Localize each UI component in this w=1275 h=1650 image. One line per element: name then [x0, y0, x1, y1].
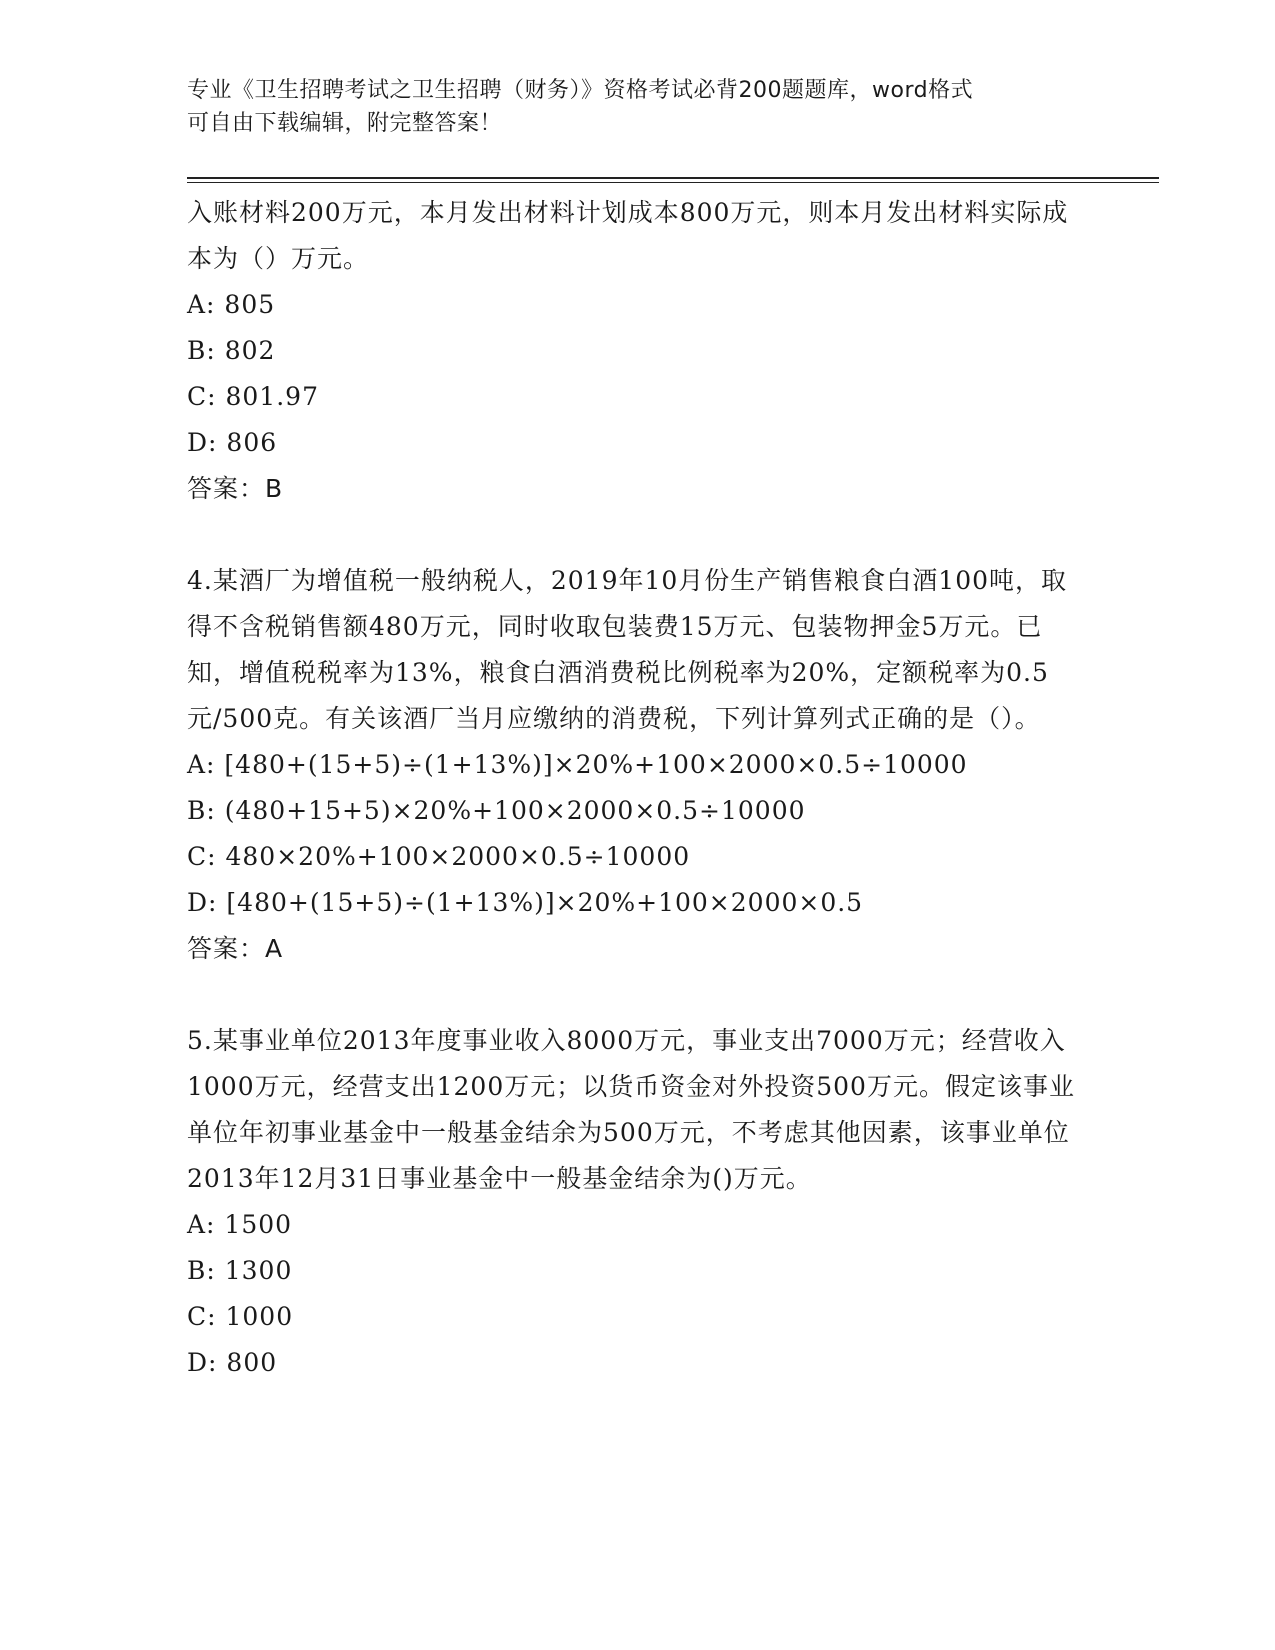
document-header [187, 74, 1087, 140]
question-5-option-d: D: 800 [187, 1348, 278, 1377]
question-3-option-d: D: 806 [187, 428, 278, 457]
question-5-option-b: B: 1300 [187, 1256, 293, 1285]
question-5-stem: 5.某事业单位2013年度事业收入8000万元，事业支出7000万元；经营收入1000万元，经营支出1200万元；以货币资金对外投资500万元。假定该事业单位年初事业基金中一般基金结余为500万元，不考虑其他因素，该事业单位2013年12月31日事业基金中一般基金结余为()万元。 [187, 1026, 1075, 1193]
header-divider-thick [187, 177, 1159, 179]
question-3-option-b: B: 802 [187, 336, 276, 365]
question-content [187, 190, 1087, 1386]
header-line-2: 可自由下载编辑，附完整答案！ [187, 111, 503, 136]
question-3-stem: 入账材料200万元，本月发出材料计划成本800万元，则本月发出材料实际成本为（）万元。 [187, 198, 1069, 273]
spacer [187, 512, 1087, 558]
question-5 [187, 1018, 1087, 1386]
question-4-option-d: D: [480+(15+5)÷(1+13%)]×20%+100×2000×0.5 [187, 888, 864, 917]
question-4-answer: 答案：A [187, 934, 284, 963]
question-3-option-c: C: 801.97 [187, 382, 319, 411]
question-4-option-b: B: (480+15+5)×20%+100×2000×0.5÷10000 [187, 796, 806, 825]
question-3-answer: 答案：B [187, 474, 284, 503]
header-divider-thin [187, 182, 1159, 183]
question-4-option-a: A: [480+(15+5)÷(1+13%)]×20%+100×2000×0.5÷10000 [187, 750, 968, 779]
question-4-stem: 4.某酒厂为增值税一般纳税人，2019年10月份生产销售粮食白酒100吨，取得不含税销售额480万元，同时收取包装费15万元、包装物押金5万元。已知，增值税税率为13%，粮食白酒消费税比例税率为20%，定额税率为0.5元/500克。有关该酒厂当月应缴纳的消费税，下列计算列式正确的是（）。 [187, 566, 1068, 733]
question-4-option-c: C: 480×20%+100×2000×0.5÷10000 [187, 842, 691, 871]
question-3-option-a: A: 805 [187, 290, 276, 319]
spacer [187, 972, 1087, 1018]
question-5-option-a: A: 1500 [187, 1210, 293, 1239]
question-5-option-c: C: 1000 [187, 1302, 294, 1331]
question-3 [187, 190, 1087, 512]
header-line-1: 专业《卫生招聘考试之卫生招聘（财务）》资格考试必背200题题库，word格式 [187, 78, 974, 103]
question-4 [187, 558, 1087, 972]
